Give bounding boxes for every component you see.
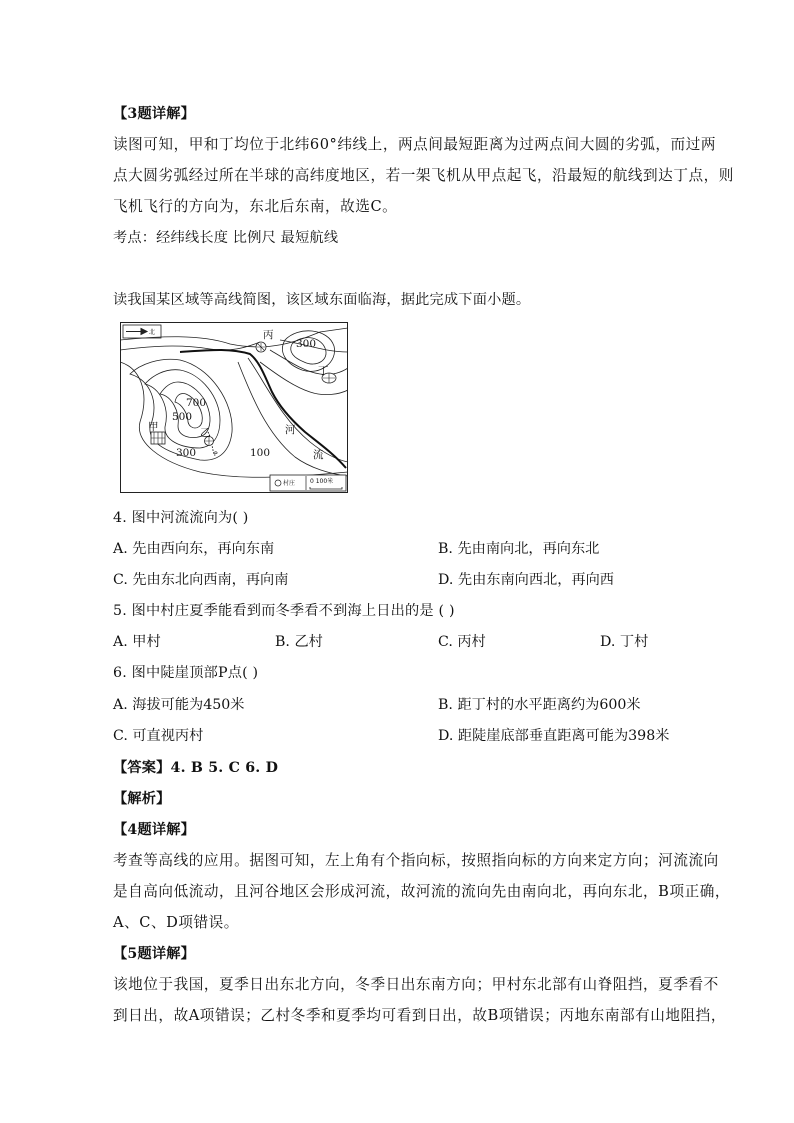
q4-option-d: D. 先由东南向西北，再向西 — [438, 572, 614, 588]
section3-heading: 【3题详解】 — [113, 106, 196, 122]
q4-stem: 4. 图中河流流向为( ) — [113, 510, 249, 526]
q5-option-b: B. 乙村 — [275, 634, 323, 650]
label-bing: 丙 — [263, 329, 274, 341]
q5-option-c: C. 丙村 — [438, 634, 486, 650]
map-intro: 读我国某区域等高线简图，该区域东面临海，据此完成下面小题。 — [113, 292, 531, 308]
contour-label-500: 500 — [172, 411, 193, 423]
section3-line-1: 读图可知，甲和丁均位于北纬60°纬线上，两点间最短距离为过两点间大圆的劣弧，而过两 — [113, 136, 716, 153]
label-ding: 丁 — [318, 365, 329, 377]
scale-label: 0 100米 — [310, 478, 334, 485]
q6-option-b: B. 距丁村的水平距离约为600米 — [438, 697, 641, 713]
legend-village-icon — [275, 480, 281, 486]
contour-label-700: 700 — [186, 397, 207, 409]
section5-line-2: 到日出，故A项错误；乙村冬季和夏季均可看到日出，故B项错误；丙地东南部有山地阻挡， — [113, 1007, 726, 1024]
q6-option-c: C. 可直视丙村 — [113, 728, 204, 744]
contour-label-300-left: 300 — [176, 447, 197, 459]
label-yi: 乙 — [200, 427, 211, 439]
section4-line-1: 考查等高线的应用。据图可知，左上角有个指向标，按照指向标的方向来定方向；河流流向 — [113, 852, 719, 869]
q5-stem: 5. 图中村庄夏季能看到而冬季看不到海上日出的是 ( ) — [113, 603, 455, 619]
section3-kaodian: 考点：经纬线长度 比例尺 最短航线 — [113, 230, 339, 246]
section3-line-2: 点大圆劣弧经过所在半球的高纬度地区，若一架飞机从甲点起飞，沿最短的航线到达丁点，则 — [113, 167, 734, 184]
q4-option-a: A. 先由西向东，再向东南 — [113, 541, 275, 557]
section5-heading: 【5题详解】 — [113, 946, 196, 962]
label-point-p: P — [214, 451, 218, 458]
label-jia: 甲 — [148, 421, 159, 433]
contour-label-100: 100 — [250, 447, 271, 459]
river-label-he: 河 — [285, 424, 296, 436]
contour-label-300-right: 300 — [296, 338, 317, 350]
section5-line-1: 该地位于我国，夏季日出东北方向，冬季日出东南方向；甲村东北部有山脊阻挡，夏季看不 — [113, 976, 719, 993]
village-bing-icon — [256, 342, 266, 352]
section3-line-3: 飞机飞行的方向为，东北后东南，故选C。 — [113, 198, 398, 215]
jiexi-heading: 【解析】 — [113, 791, 171, 807]
q4-option-c: C. 先由东北向西南，再向南 — [113, 572, 289, 588]
contour-map-svg — [120, 322, 348, 493]
answer-line: 【答案】4. B 5. C 6. D — [113, 760, 279, 776]
north-label: 北 — [149, 329, 156, 336]
section4-line-2: 是自高向低流动，且河谷地区会形成河流，故河流的流向先由南向北，再向东北，B项正确， — [113, 883, 731, 900]
legend-village-label: 村庄 — [283, 480, 296, 487]
section4-line-3: A、C、D项错误。 — [113, 914, 239, 931]
q4-option-b: B. 先由南向北，再向东北 — [438, 541, 600, 557]
q5-option-a: A. 甲村 — [113, 634, 161, 650]
contour-map — [120, 322, 348, 493]
river-label-liu: 流 — [313, 449, 324, 461]
q5-option-d: D. 丁村 — [600, 634, 649, 650]
village-jia-icon — [151, 432, 165, 444]
q6-option-a: A. 海拔可能为450米 — [113, 697, 245, 713]
q6-stem: 6. 图中陡崖顶部P点( ) — [113, 665, 259, 681]
q6-option-d: D. 距陡崖底部垂直距离可能为398米 — [438, 728, 670, 744]
section4-heading: 【4题详解】 — [113, 822, 196, 838]
